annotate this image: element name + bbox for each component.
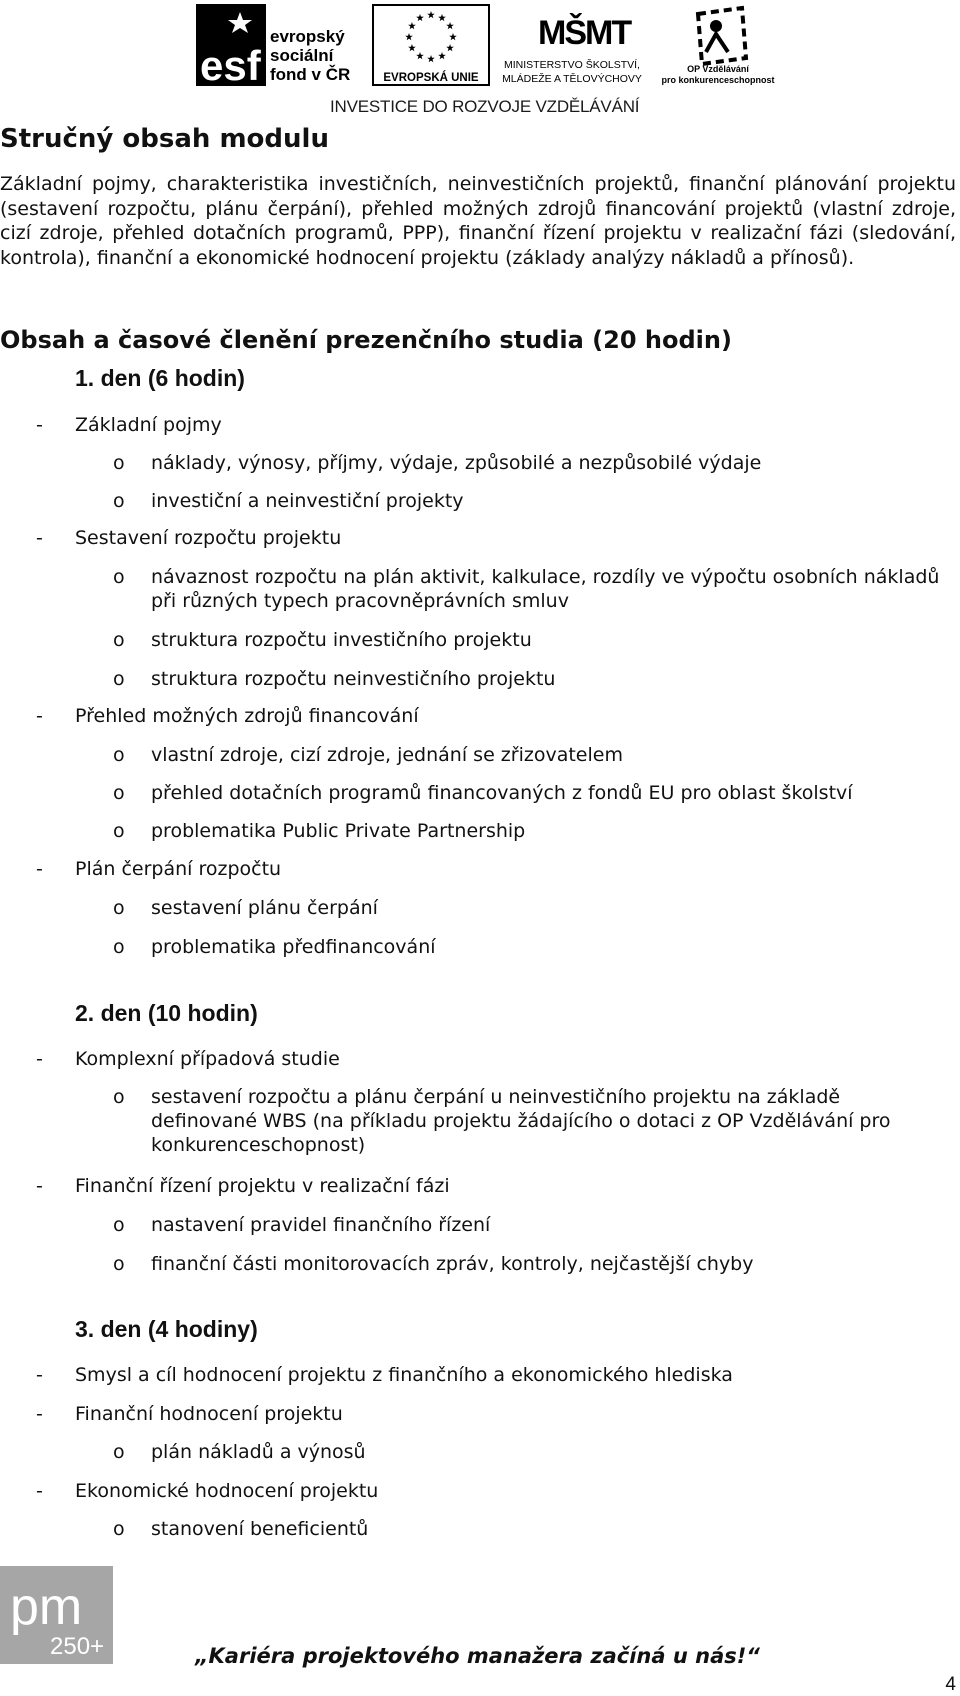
svg-text:EVROPSKÁ UNIE: EVROPSKÁ UNIE [383,72,479,84]
bullet-marker: o [113,566,125,588]
subtopic-text: nastavení pravidel finančního řízení [151,1214,491,1236]
bullet-marker: o [113,936,125,958]
pm250-logo [0,1566,113,1664]
day-heading: 1. den (6 hodin) [75,365,245,391]
topic-label: Plán čerpání rozpočtu [75,858,282,880]
topic-label: Komplexní případová studie [75,1048,340,1070]
subtopic-text: sestavení rozpočtu a plánu čerpání u neinvestičního projektu na základě definované WBS (na příkladu projektu žádajícího o dotaci z OP Vzdělávání pro konkurenceschopnost) [151,1086,891,1156]
svg-text:pm: pm [10,1578,83,1636]
topic-label: Smysl a cíl hodnocení projektu z finančního a ekonomického hlediska [75,1364,733,1386]
bullet-marker: o [113,782,125,804]
esf-logo [196,4,364,89]
bullet-marker: o [113,1518,125,1540]
bullet-marker: o [113,668,125,690]
header-tagline: INVESTICE DO ROZVOJE VZDĚLÁVÁNÍ [330,97,640,116]
dash-marker: - [36,858,43,880]
bullet-marker: o [113,897,125,919]
subtopic-text: struktura rozpočtu investičního projektu [151,629,532,651]
bullet-marker: o [113,629,125,651]
dash-marker: - [36,1048,43,1070]
dash-marker: - [36,527,43,549]
topic-label: Sestavení rozpočtu projektu [75,527,342,549]
dash-marker: - [36,1403,43,1425]
module-summary: Základní pojmy, charakteristika investičních, neinvestičních projektů, finanční plánování projektu (sestavení rozpočtu, plánu čerpání), přehled možných zdrojů financování projektů (vlastní zdroje, cizí zdroje, přehled dotačních programů, PPP), finanční řízení projektu v realizační fázi (sledování, kontrola), finanční a ekonomické hodnocení projektu (základy analýzy nákladů a přínosů). [0,173,956,269]
dash-marker: - [36,1175,43,1197]
svg-text:evropský: evropský [270,27,345,46]
subtopic-text: plán nákladů a výnosů [151,1441,366,1463]
subtopic-text: přehled dotačních programů financovaných z fondů EU pro oblast školství [151,782,853,804]
bullet-marker: o [113,820,125,842]
bullet-marker: o [113,1441,125,1463]
dash-marker: - [36,414,43,436]
svg-text:MŠMT: MŠMT [538,14,631,52]
bullet-marker: o [113,452,125,474]
schedule-title: Obsah a časové členění prezenčního studia (20 hodin) [0,326,732,354]
page-title: Stručný obsah modulu [0,124,329,154]
subtopic-text: návaznost rozpočtu na plán aktivit, kalkulace, rozdíly ve výpočtu osobních nákladů při různých typech pracovněprávních smluv [151,566,940,612]
header-logos [196,4,775,89]
topic-label: Základní pojmy [75,414,222,436]
svg-text:fond v ČR: fond v ČR [270,65,351,84]
svg-text:MINISTERSTVO ŠKOLSTVÍ,: MINISTERSTVO ŠKOLSTVÍ, [504,59,640,71]
eu-flag-logo [372,4,490,86]
dash-marker: - [36,1480,43,1502]
svg-text:MLÁDEŽE A TĚLOVÝCHOVY: MLÁDEŽE A TĚLOVÝCHOVY [502,73,642,85]
topic-label: Finanční řízení projektu v realizační fázi [75,1175,450,1197]
day-heading: 2. den (10 hodin) [75,1000,258,1026]
topic-label: Ekonomické hodnocení projektu [75,1480,379,1502]
svg-text:sociální: sociální [270,46,334,65]
bullet-marker: o [113,1253,125,1275]
dash-marker: - [36,1364,43,1386]
subtopic-text: problematika předfinancování [151,936,436,958]
svg-text:OP Vzdělávání: OP Vzdělávání [687,64,749,74]
topic-label: Přehled možných zdrojů financování [75,705,419,727]
subtopic-text: problematika Public Private Partnership [151,820,526,842]
bullet-marker: o [113,490,125,512]
bullet-marker: o [113,1214,125,1236]
subtopic-text: struktura rozpočtu neinvestičního projektu [151,668,556,690]
msmt-logo [502,4,642,86]
svg-text:250+: 250+ [50,1633,105,1660]
day-heading: 3. den (4 hodiny) [75,1316,258,1342]
svg-text:pro konkurenceschopnost: pro konkurenceschopnost [661,75,775,85]
subtopic-text: stanovení beneficientů [151,1518,369,1540]
op-vzdelavani-logo [661,4,775,86]
bullet-marker: o [113,1086,125,1108]
svg-text:esf: esf [200,42,261,89]
dash-marker: - [36,705,43,727]
bullet-marker: o [113,744,125,766]
subtopic-text: náklady, výnosy, příjmy, výdaje, způsobilé a nezpůsobilé výdaje [151,452,762,474]
subtopic-text: investiční a neinvestiční projekty [151,490,464,512]
footer-motto: „Kariéra projektového manažera začíná u nás!“ [195,1644,760,1668]
subtopic-text: vlastní zdroje, cizí zdroje, jednání se zřizovatelem [151,744,623,766]
subtopic-text: sestavení plánu čerpání [151,897,378,919]
subtopic-text: finanční části monitorovacích zpráv, kontroly, nejčastější chyby [151,1253,754,1275]
topic-label: Finanční hodnocení projektu [75,1403,343,1425]
page-number: 4 [945,1674,956,1695]
